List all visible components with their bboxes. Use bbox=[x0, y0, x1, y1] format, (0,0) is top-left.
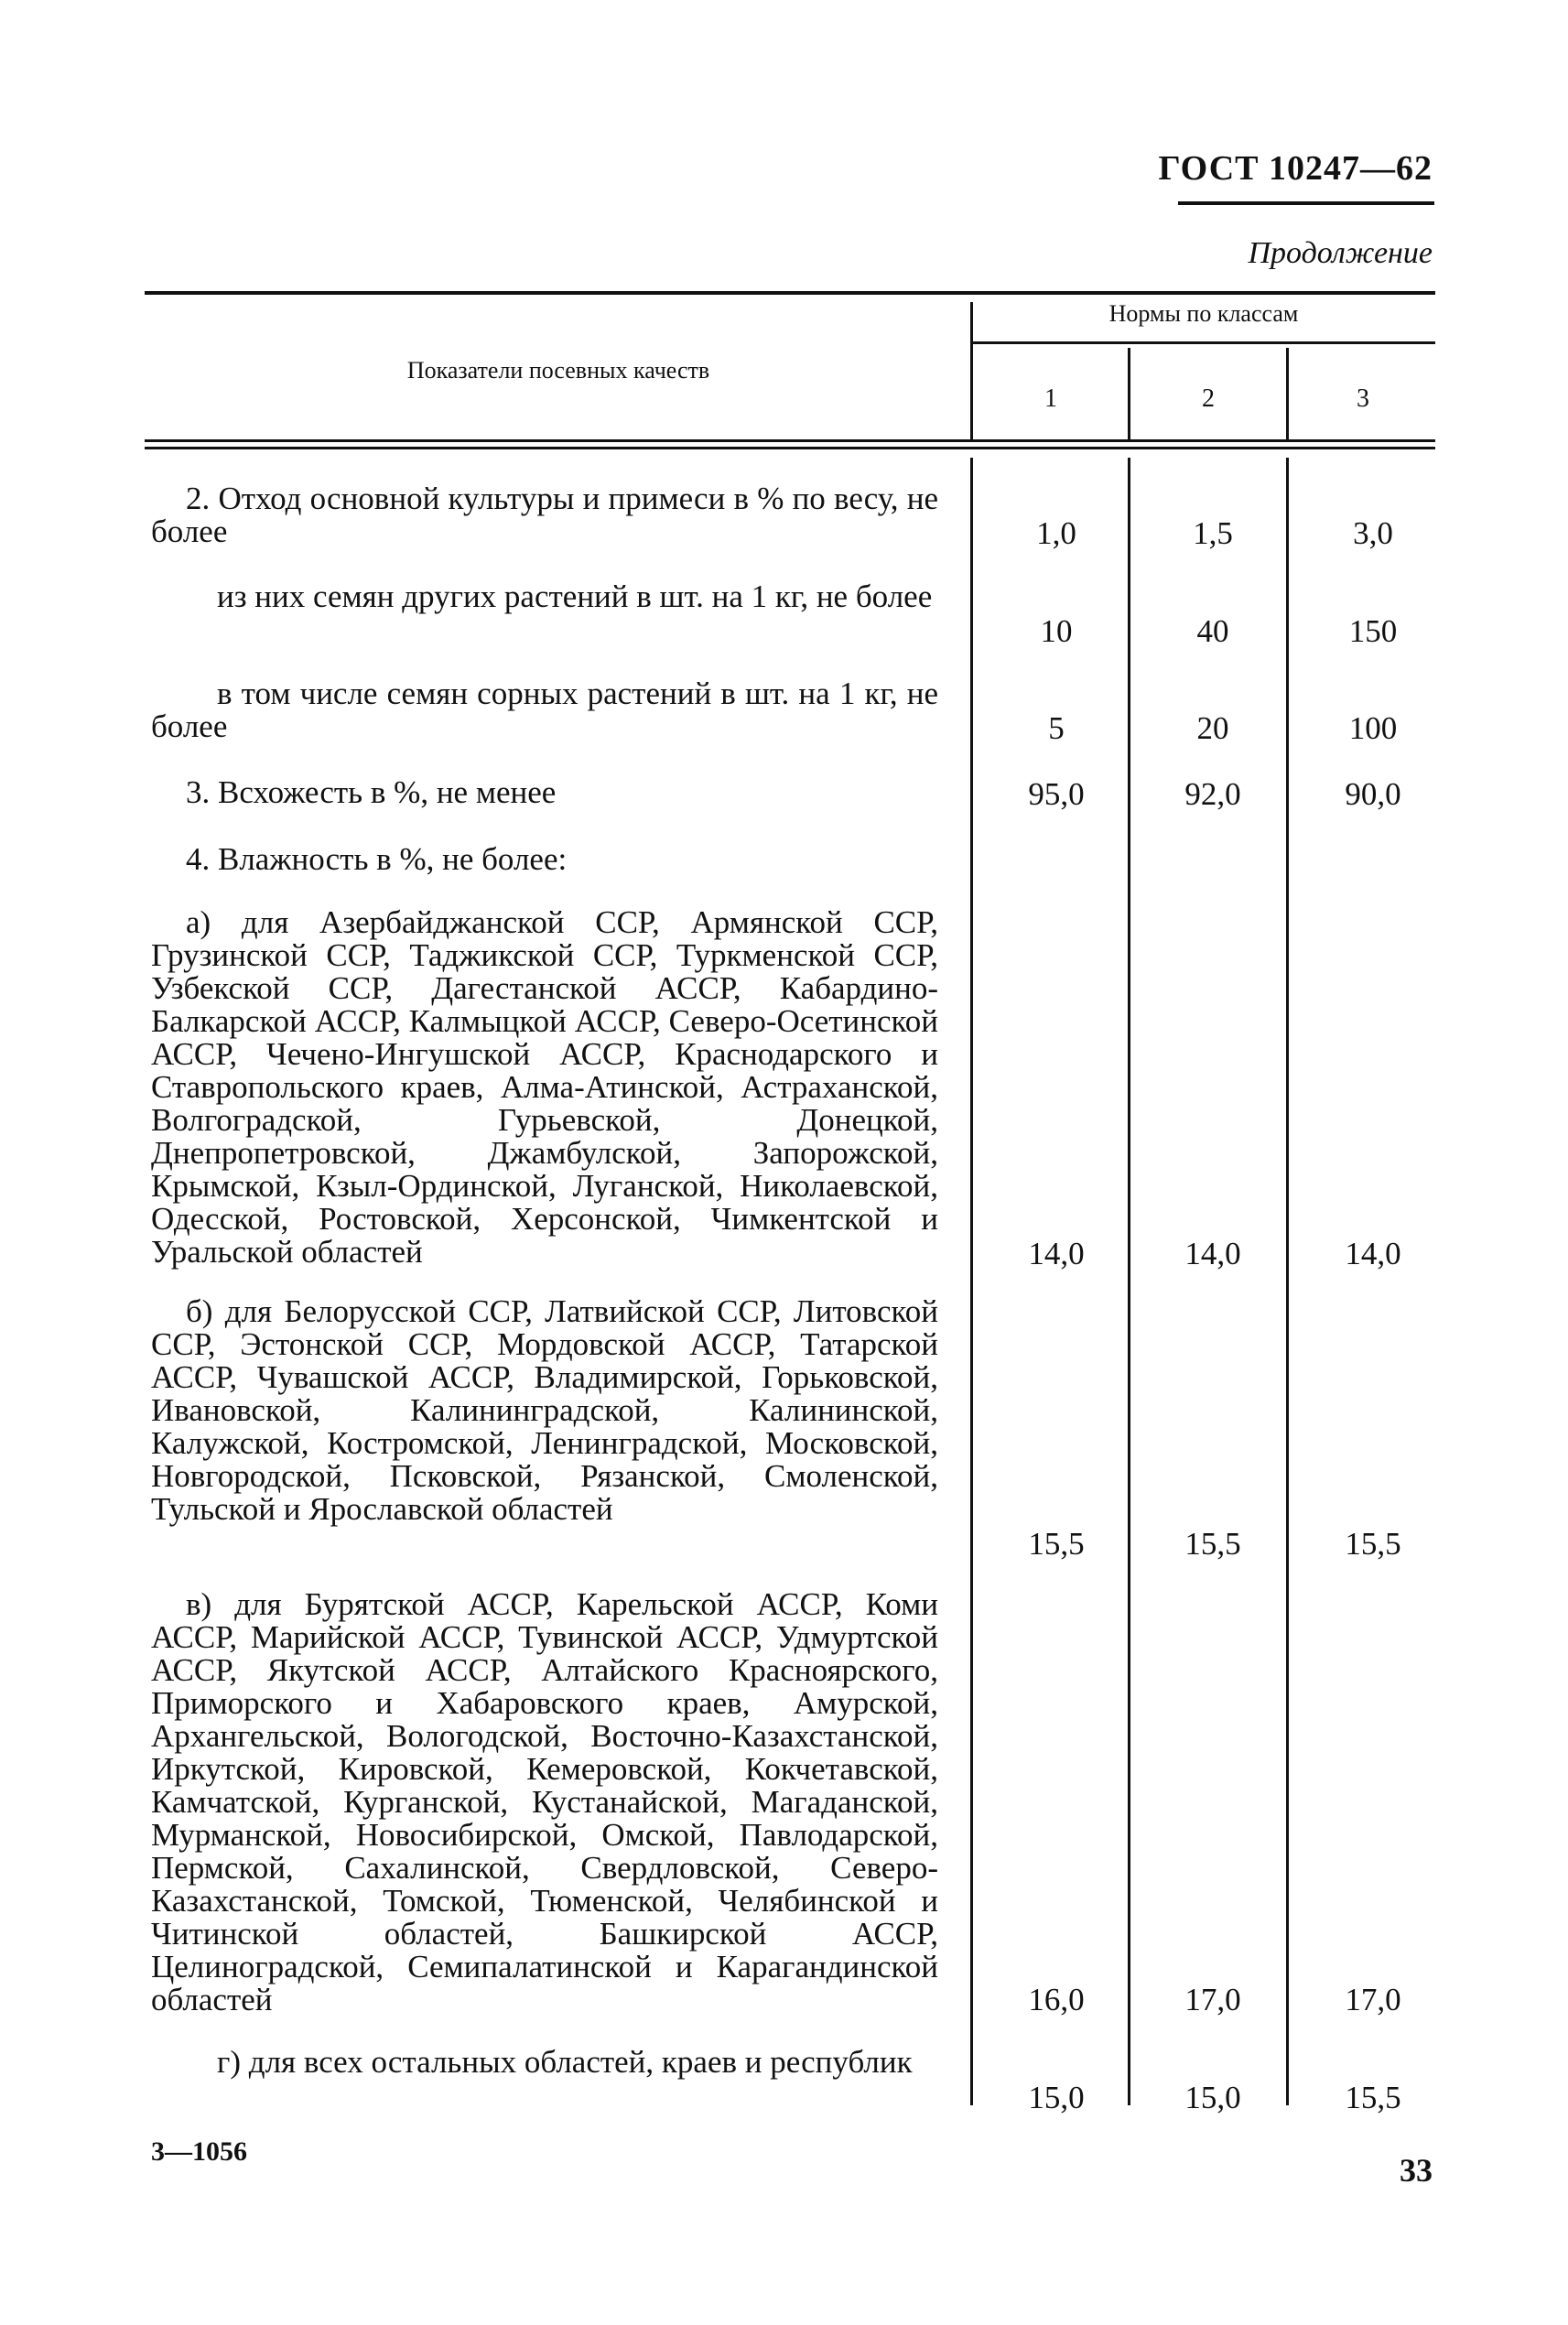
row-moisture-b-class3: 15,5 bbox=[1345, 1526, 1401, 1562]
row-waste-class3: 3,0 bbox=[1353, 515, 1393, 551]
page-number: 33 bbox=[1400, 2152, 1433, 2189]
row-waste-text: 2. Отход основной культуры и примеси в % по весу, не более bbox=[151, 481, 938, 549]
row-germination-class1: 95,0 bbox=[1028, 776, 1085, 812]
row-moisture-a-class3: 14,0 bbox=[1345, 1236, 1401, 1271]
row-moisture-g-class2: 15,0 bbox=[1184, 2080, 1241, 2115]
header-rule bbox=[1178, 201, 1434, 205]
row-moisture-b-class1: 15,5 bbox=[1028, 1526, 1085, 1562]
class-divider-2-3-header bbox=[1286, 348, 1289, 439]
table-top-rule bbox=[145, 291, 1435, 295]
row-germination-class3: 90,0 bbox=[1345, 776, 1401, 812]
row-other-seeds-class3: 150 bbox=[1348, 613, 1398, 649]
class-number-1: 1 bbox=[1044, 384, 1057, 413]
row-germination-text: 3. Всхожесть в %, не менее bbox=[186, 774, 557, 810]
row-moisture-v-class2: 17,0 bbox=[1184, 1982, 1241, 2017]
row-moisture-heading: 4. Влажность в %, не более: bbox=[186, 841, 568, 877]
row-weed-seeds-class3: 100 bbox=[1348, 710, 1398, 746]
row-moisture-v-text: в) для Бурятской АССР, Карельской АССР, Коми АССР, Марийской АССР, Тувинской АССР, Удмуртской АССР, Якутской АССР, Алтайского Красноярского, Приморского и Хабаровского краев, Амурской, Архангельской, Вологодской, Восточно-Казахстанской, Иркутской, Кировской, Кемеровской, Кокчетавской, Камчатской, Курганской, Кустанайской, Магаданской, Мурманской, Новосибирской, Омской, Павлодарской, Пермской, Сахалинской, Свердловской, Северо-Казахстанской, Томской, Тюменской, Челябинской и Читинской областей, Башкирской АССР, Целиноградской, Семипалатинской и Карагандинской областей bbox=[151, 1586, 938, 2017]
class-divider-2-3-body bbox=[1286, 458, 1289, 2105]
row-moisture-g-text: г) для всех остальных областей, краев и республик bbox=[217, 2044, 913, 2080]
row-other-seeds-class2: 40 bbox=[1196, 613, 1229, 649]
row-moisture-a-class2: 14,0 bbox=[1184, 1236, 1241, 1271]
norms-column-header: Нормы по классам bbox=[1108, 300, 1299, 327]
indicators-column-header: Показатели посевных качеств bbox=[406, 357, 710, 384]
class-number-3: 3 bbox=[1357, 384, 1369, 413]
header-double-rule-top bbox=[145, 439, 1435, 442]
row-moisture-a-class1: 14,0 bbox=[1028, 1236, 1085, 1271]
row-weed-seeds-class1: 5 bbox=[1048, 710, 1065, 746]
row-moisture-b-class2: 15,5 bbox=[1184, 1526, 1241, 1562]
row-moisture-g-class1: 15,0 bbox=[1028, 2080, 1085, 2115]
row-weed-seeds-class2: 20 bbox=[1196, 710, 1229, 746]
row-weed-seeds-text: в том числе семян сорных растений в шт. на 1 кг, не более bbox=[151, 676, 938, 744]
row-moisture-a-text: а) для Азербайджанской ССР, Армянской ССР, Грузинской ССР, Таджикской ССР, Туркменской ССР, Узбекской ССР, Дагестанской АССР, Кабардино-Балкарской АССР, Калмыцкой АССР, Северо-Осетинской АССР, Чечено-Ингушской АССР, Краснодарского и Ставропольского краев, Алма-Атинской, Астраханской, Волгоградской, Гурьевской, Донецкой, Днепропетровской, Джамбулской, Запорожской, Крымской, Кзыл-Ординской, Луганской, Николаевской, Одесской, Ростовской, Херсонской, Чимкентской и Уральской областей bbox=[151, 904, 938, 1270]
row-waste-class1: 1,0 bbox=[1036, 515, 1076, 551]
row-moisture-v-class1: 16,0 bbox=[1028, 1982, 1085, 2017]
continuation-label: Продолжение bbox=[1248, 236, 1433, 270]
row-germination-class2: 92,0 bbox=[1184, 776, 1241, 812]
print-code: 3—1056 bbox=[151, 2136, 247, 2167]
row-waste-class2: 1,5 bbox=[1193, 515, 1233, 551]
header-double-rule-bottom bbox=[145, 447, 1435, 449]
standard-number: ГОСТ 10247—62 bbox=[1158, 149, 1433, 188]
class-number-2: 2 bbox=[1202, 384, 1215, 413]
row-moisture-v-class3: 17,0 bbox=[1345, 1982, 1401, 2017]
row-moisture-g-class3: 15,5 bbox=[1345, 2080, 1401, 2115]
table-divider-left-body bbox=[970, 458, 973, 2105]
class-divider-1-2-header bbox=[1128, 348, 1130, 439]
class-divider-1-2-body bbox=[1128, 458, 1130, 2105]
row-other-seeds-text: из них семян других растений в шт. на 1 кг, не более bbox=[217, 579, 933, 614]
row-moisture-b-text: б) для Белорусской ССР, Латвийской ССР, Литовской ССР, Эстонской ССР, Мордовской АССР, Татарской АССР, Чувашской АССР, Владимирской, Горьковской, Ивановской, Калининградской, Калининской, Калужской, Костромской, Ленинградской, Московской, Новгородской, Псковской, Рязанской, Смоленской, Тульской и Ярославской областей bbox=[151, 1293, 938, 1527]
norms-header-rule bbox=[972, 341, 1435, 344]
row-other-seeds-class1: 10 bbox=[1040, 613, 1073, 649]
